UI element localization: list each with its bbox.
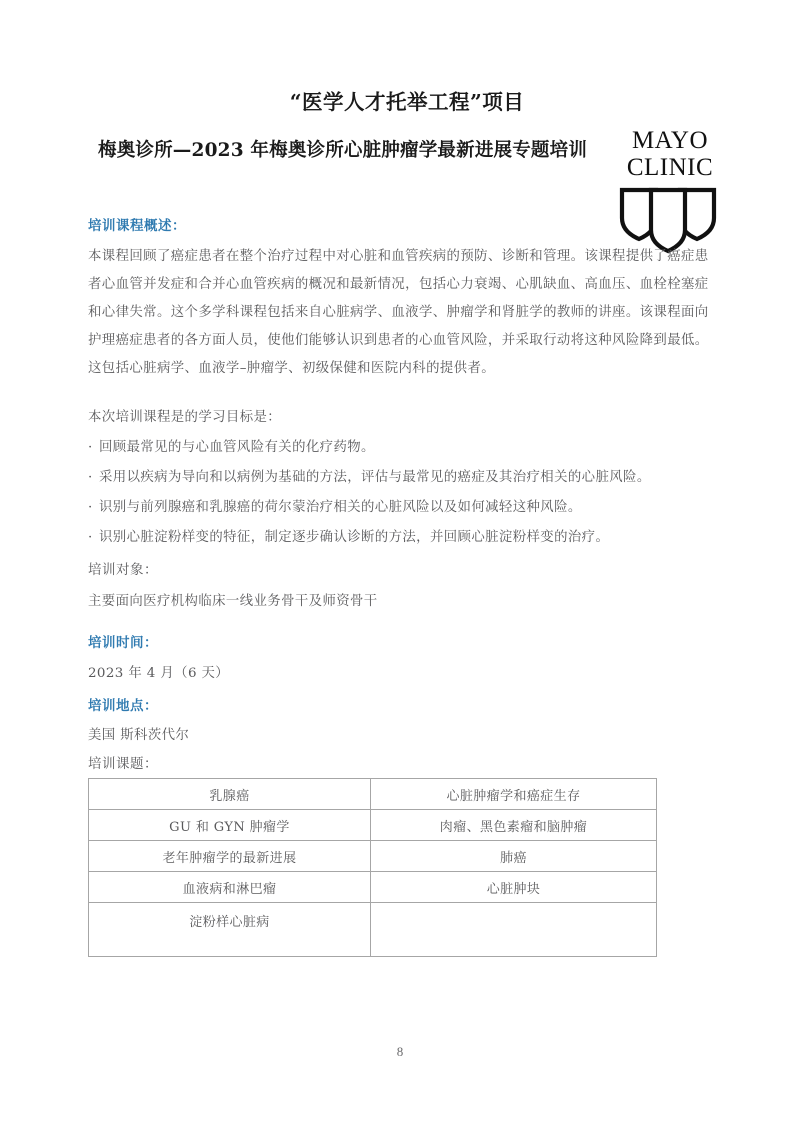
bullet-dot-icon: · bbox=[88, 500, 93, 515]
topic-cell-right: 心脏肿瘤学和癌症生存 bbox=[371, 779, 657, 810]
objective-item-4-text: 识别心脏淀粉样变的特征，制定逐步确认诊断的方法，并回顾心脏淀粉样变的治疗。 bbox=[99, 530, 610, 545]
overview-line-5: 这包括心脏病学、血液学–肿瘤学、初级保健和医院内科的提供者。 bbox=[88, 361, 496, 376]
table-row bbox=[89, 779, 657, 810]
logo-word-clinic: CLINIC bbox=[626, 153, 714, 181]
table-row bbox=[89, 810, 657, 841]
location-value: 美国 斯科茨代尔 bbox=[88, 728, 190, 743]
topic-cell-left: 乳腺癌 bbox=[89, 779, 371, 810]
audience-heading: 培训对象： bbox=[88, 562, 158, 578]
table-row bbox=[89, 841, 657, 872]
overview-heading: 培训课程概述： bbox=[88, 218, 186, 234]
objective-item-1 bbox=[88, 434, 375, 462]
logo-word-mayo: MAYO bbox=[631, 127, 709, 154]
objective-item-4 bbox=[88, 524, 609, 552]
objective-item-3-text: 识别与前列腺癌和乳腺癌的荷尔蒙治疗相关的心脏风险以及如何减轻这种风险。 bbox=[99, 500, 582, 515]
table-row bbox=[89, 872, 657, 903]
topic-cell-right: 肺癌 bbox=[371, 841, 657, 872]
overview-line-2: 者心血管并发症和合并心血管疾病的概况和最新情况，包括心力衰竭、心肌缺血、高血压、血栓栓塞症 bbox=[88, 277, 709, 292]
topic-cell-left: 血液病和淋巴瘤 bbox=[89, 872, 371, 903]
page-subtitle: 梅奥诊所—2023 年梅奥诊所心脏肿瘤学最新进展专题培训 bbox=[98, 139, 588, 161]
topic-cell-left: 老年肿瘤学的最新进展 bbox=[89, 841, 371, 872]
objective-item-3 bbox=[88, 494, 582, 522]
topic-cell-right bbox=[371, 903, 657, 957]
table-row bbox=[89, 903, 657, 957]
training-topics-table bbox=[88, 778, 657, 957]
topic-cell-left: 淀粉样心脏病 bbox=[89, 903, 371, 957]
bullet-dot-icon: · bbox=[88, 530, 93, 545]
topic-cell-right: 心脏肿块 bbox=[371, 872, 657, 903]
topic-cell-left: GU 和 GYN 肿瘤学 bbox=[89, 810, 371, 841]
location-heading: 培训地点： bbox=[88, 698, 158, 714]
page-number: 8 bbox=[396, 1044, 404, 1059]
objective-item-2 bbox=[88, 464, 651, 492]
page-title: “医学人才托举工程”项目 bbox=[289, 90, 525, 114]
bullet-dot-icon: · bbox=[88, 440, 93, 455]
objective-item-2-text: 采用以疾病为导向和以病例为基础的方法，评估与最常见的癌症及其治疗相关的心脏风险。 bbox=[99, 470, 651, 485]
topics-heading: 培训课题： bbox=[88, 756, 158, 772]
schedule-value: 2023 年 4 月（6 天） bbox=[88, 666, 230, 681]
overview-line-1: 本课程回顾了癌症患者在整个治疗过程中对心脏和血管疾病的预防、诊断和管理。该课程提供了癌症患 bbox=[88, 249, 709, 264]
bullet-dot-icon: · bbox=[88, 470, 93, 485]
schedule-heading: 培训时间： bbox=[88, 635, 158, 651]
objectives-intro: 本次培训课程是的学习目标是： bbox=[88, 410, 282, 425]
overview-line-4: 护理癌症患者的各方面人员，使他们能够认识到患者的心血管风险，并采取行动将这种风险降到最低。 bbox=[88, 333, 709, 348]
overview-line-3: 和心律失常。这个多学科课程包括来自心脏病学、血液学、肿瘤学和肾脏学的教师的讲座。该课程面向 bbox=[88, 305, 709, 320]
mayo-clinic-logo bbox=[612, 128, 728, 258]
topic-cell-right: 肉瘤、黑色素瘤和脑肿瘤 bbox=[371, 810, 657, 841]
audience-value: 主要面向医疗机构临床一线业务骨干及师资骨干 bbox=[88, 594, 378, 609]
objective-item-1-text: 回顾最常见的与心血管风险有关的化疗药物。 bbox=[99, 440, 375, 455]
